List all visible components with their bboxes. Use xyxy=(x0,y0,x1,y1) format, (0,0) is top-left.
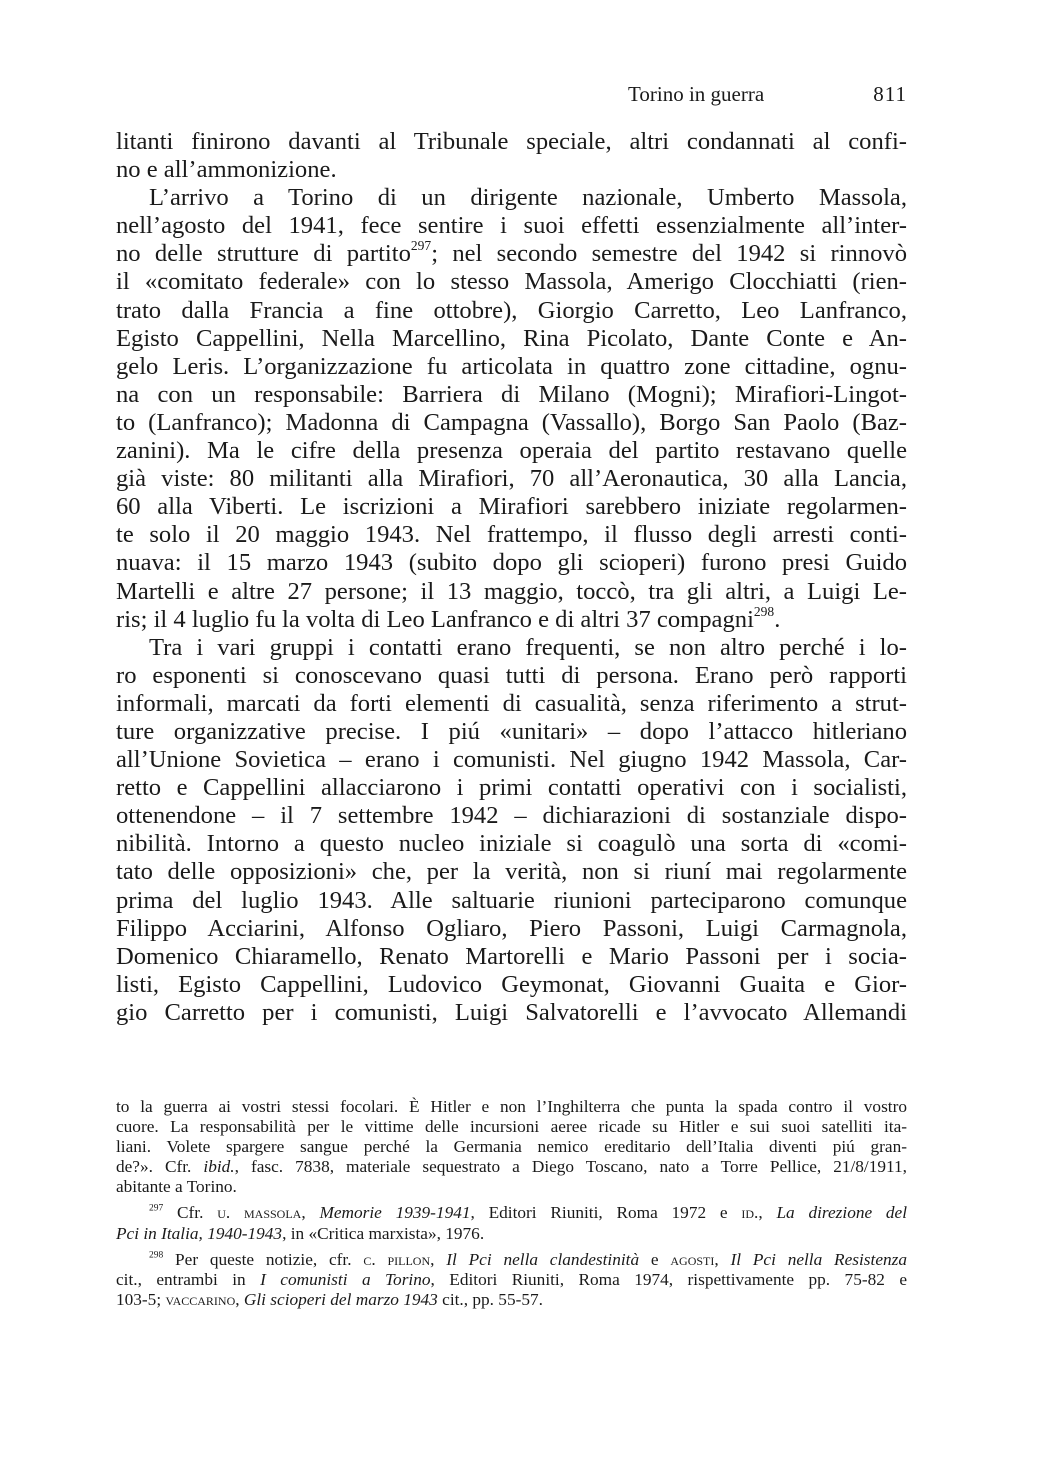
footnote-297 xyxy=(116,1203,907,1243)
body-line: ture organizzative precise. I piú «unitari» – dopo l’attacco hitleriano xyxy=(116,717,907,745)
footnote-line: abitante a Torino. xyxy=(116,1177,237,1197)
running-title: Torino in guerra xyxy=(628,82,765,106)
footnote-continuation xyxy=(116,1097,907,1197)
body-line: informali, marcati da forti elementi di casualità, senza riferimento a strut- xyxy=(116,689,907,717)
page-number: 811 xyxy=(873,82,907,106)
body-line: Filippo Acciarini, Alfonso Ogliaro, Piero Passoni, Luigi Carmagnola, xyxy=(116,914,907,942)
footnote-line: $^{297}$ Cfr. u. massola, Memorie 1939-1941, Editori Riuniti, Roma 1972 e id., La direzione del xyxy=(149,1203,908,1223)
footnote-ref-297: 297 xyxy=(410,238,432,254)
body-line: il «comitato federale» con lo stesso Massola, Amerigo Clocchiatti (rien- xyxy=(116,268,907,296)
body-line: L’arrivo a Torino di un dirigente nazionale, Umberto Massola, xyxy=(149,184,907,212)
body-line: già viste: 80 militanti alla Mirafiori, 70 all’Aeronautica, 30 alla Lancia, xyxy=(116,465,907,493)
body-line: te solo il 20 maggio 1943. Nel frattempo, il flusso degli arresti conti- xyxy=(116,521,907,549)
body-line: ottenendone – il 7 settembre 1942 – dichiarazioni di sostanziale dispo- xyxy=(116,802,907,830)
footnote-ref-298: 298 xyxy=(753,603,775,619)
footnote-line: cuore. La responsabilità per le vittime delle incursioni aeree ricade su Hitler e sui suoi satelliti ita- xyxy=(116,1117,907,1137)
body-line: all’Unione Sovietica – erano i comunisti. Nel giugno 1942 Massola, Car- xyxy=(116,746,907,774)
body-line: prima del luglio 1943. Alle saltuarie riunioni parteciparono comunque xyxy=(116,886,907,914)
body-line: no delle strutture di partito$^{297}$; nel secondo semestre del 1942 si rinnovò xyxy=(116,238,907,268)
footnote-line: cit., entrambi in I comunisti a Torino, Editori Riuniti, Roma 1974, rispettivamente pp. 75-82 e xyxy=(116,1269,907,1289)
body-line: Martelli e altre 27 persone; il 13 maggio, toccò, tra gli altri, a Luigi Le- xyxy=(116,577,907,605)
footnote-line: 103-5; vaccarino, Gli scioperi del marzo 1943 cit., pp. 55-57. xyxy=(116,1289,543,1309)
footnote-298 xyxy=(116,1250,907,1310)
running-header xyxy=(116,82,907,112)
footnote-line: Pci in Italia, 1940-1943, in «Critica marxista», 1976. xyxy=(116,1223,485,1243)
body-line: tato delle opposizioni» che, per la verità, non si riuní mai regolarmente xyxy=(116,858,907,886)
body-line: nell’agosto del 1941, fece sentire i suoi effetti essenzialmente all’inter- xyxy=(116,212,907,240)
body-line: ris; il 4 luglio fu la volta di Leo Lanfranco e di altri 37 compagni$^{298}$. xyxy=(116,603,781,633)
body-line: no e all’ammonizione. xyxy=(116,156,337,184)
footnote-line: liani. Volete spargere sangue perché la Germania nemico ereditario dell’Italia diventi piú gran- xyxy=(116,1137,907,1157)
body-line: to (Lanfranco); Madonna di Campagna (Vassallo), Borgo San Paolo (Baz- xyxy=(116,408,907,436)
body-text xyxy=(116,128,907,1027)
footnote-line: de?». Cfr. ibid., fasc. 7838, materiale sequestrato a Diego Toscano, nato a Torre Pellice, 21/8/1911, xyxy=(116,1157,907,1177)
body-line: Egisto Cappellini, Nella Marcellino, Rina Picolato, Dante Conte e An- xyxy=(116,324,907,352)
body-line: retto e Cappellini allacciarono i primi contatti operativi con i socialisti, xyxy=(116,774,907,802)
body-line: gio Carretto per i comunisti, Luigi Salvatorelli e l’avvocato Allemandi xyxy=(116,998,907,1026)
body-line: trato dalla Francia a fine ottobre), Giorgio Carretto, Leo Lanfranco, xyxy=(116,296,907,324)
body-line: 60 alla Viberti. Le iscrizioni a Mirafiori sarebbero iniziate regolarmen- xyxy=(116,493,907,521)
body-line: ro esponenti si conoscevano quasi tutti di persona. Erano però rapporti xyxy=(116,661,907,689)
footnote-number: 297 xyxy=(149,1203,164,1214)
footnote-number: 298 xyxy=(149,1250,164,1261)
footnote-line: to la guerra ai vostri stessi focolari. È Hitler e non l’Inghilterra che punta la spada contro il vostro xyxy=(116,1097,907,1116)
body-line: Tra i vari gruppi i contatti erano frequenti, se non altro perché i lo- xyxy=(149,633,907,661)
footnotes xyxy=(116,1097,907,1310)
body-line: nuava: il 15 marzo 1943 (subito dopo gli scioperi) furono presi Guido xyxy=(116,549,907,577)
body-line: zanini). Ma le cifre della presenza operaia del partito restavano quelle xyxy=(116,437,907,465)
footnote-line: $^{298}$ Per queste notizie, cfr. c. pillon, Il Pci nella clandestinità e agosti, Il Pci nella Resistenza xyxy=(149,1249,908,1269)
body-line: gelo Leris. L’organizzazione fu articolata in quattro zone cittadine, ognu- xyxy=(116,352,907,380)
body-line: nibilità. Intorno a questo nucleo iniziale si coagulò una sorta di «comi- xyxy=(116,830,907,858)
body-line: litanti finirono davanti al Tribunale speciale, altri condannati al confi- xyxy=(116,128,907,155)
body-line: na con un responsabile: Barriera di Milano (Mogni); Mirafiori-Lingot- xyxy=(116,380,907,408)
body-line: Domenico Chiaramello, Renato Martorelli e Mario Passoni per i socia- xyxy=(116,942,907,970)
body-line: listi, Egisto Cappellini, Ludovico Geymonat, Giovanni Guaita e Gior- xyxy=(116,970,907,998)
